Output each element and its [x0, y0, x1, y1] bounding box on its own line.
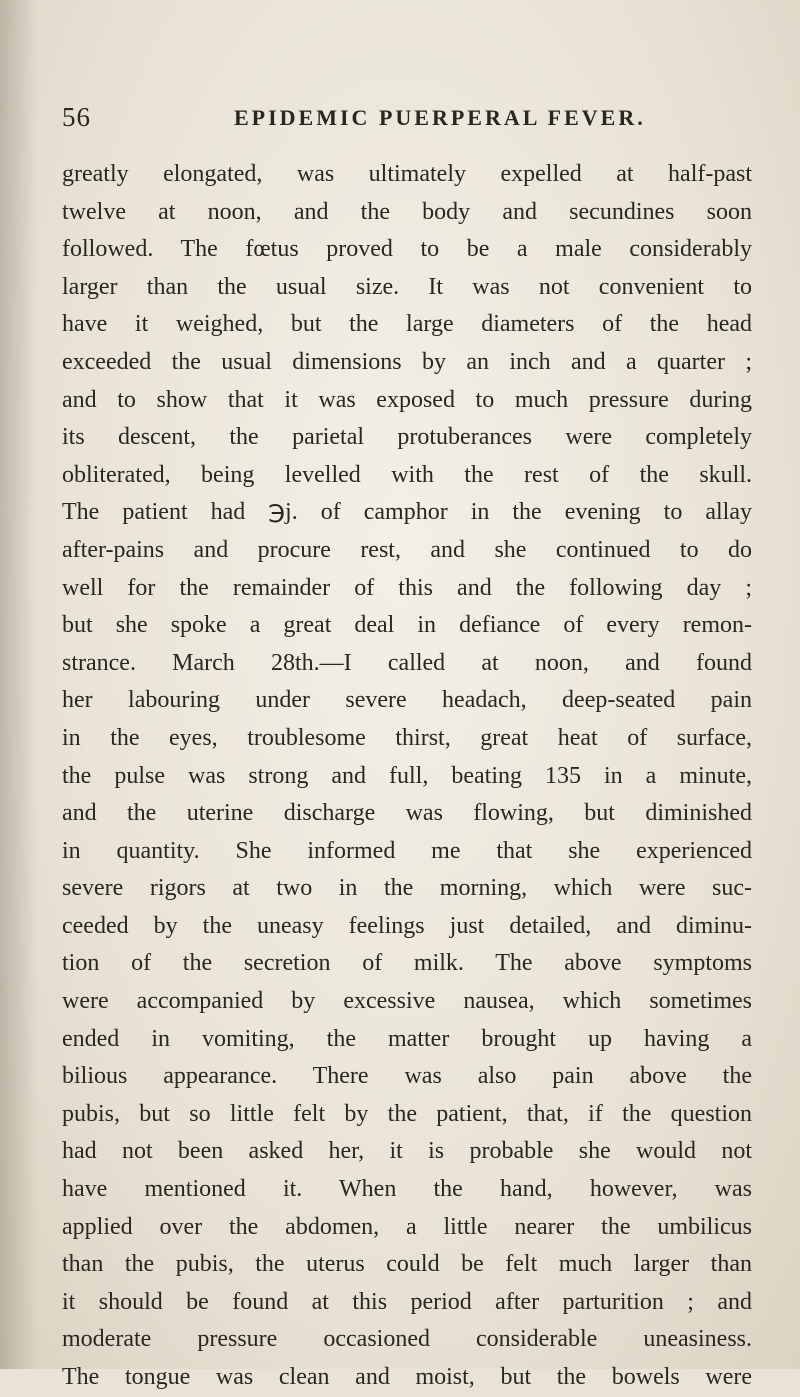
text-line: severe rigors at two in the morning, which were suc- — [62, 875, 752, 902]
text-line: had not been asked her, it is probable she would not — [62, 1138, 752, 1165]
text-line: followed. The fœtus proved to be a male considerably — [62, 236, 752, 263]
text-line: applied over the abdomen, a little nearer the umbilicus — [62, 1213, 752, 1240]
text-line: and the uterine discharge was flowing, but diminished — [62, 800, 752, 827]
text-line: greatly elongated, was ultimately expelled at half-past — [62, 161, 752, 187]
text-line: exceeded the usual dimensions by an inch and a quarter ; — [62, 348, 752, 375]
running-head — [62, 102, 762, 136]
text-line: have mentioned it. When the hand, however, was — [62, 1176, 752, 1203]
text-line: larger than the usual size. It was not convenient to — [62, 273, 752, 300]
text-line: have it weighed, but the large diameters of the head — [62, 311, 752, 338]
gutter-shadow — [0, 0, 38, 1369]
text-line: bilious appearance. There was also pain above the — [62, 1063, 752, 1090]
text-line: strance. March 28th.—I called at noon, and found — [62, 649, 752, 676]
text-line: than the pubis, the uterus could be felt much larger than — [62, 1251, 752, 1278]
text-line: The patient had ℈j. of camphor in the evening to allay — [62, 499, 752, 526]
text-line: its descent, the parietal protuberances were completely — [62, 424, 752, 451]
text-line: in the eyes, troublesome thirst, great heat of surface, — [62, 724, 752, 751]
text-line: the pulse was strong and full, beating 135 in a minute, — [62, 762, 752, 789]
text-line: pubis, but so little felt by the patient, that, if the question — [62, 1100, 752, 1127]
text-line: ceeded by the uneasy feelings just detailed, and diminu- — [62, 912, 752, 939]
text-line: it should be found at this period after parturition ; and — [62, 1288, 752, 1315]
text-line: were accompanied by excessive nausea, which sometimes — [62, 988, 752, 1015]
text-line: but she spoke a great deal in defiance of every remon- — [62, 612, 752, 639]
text-line: obliterated, being levelled with the rest of the skull. — [62, 461, 752, 488]
text-line: in quantity. She informed me that she experienced — [62, 837, 752, 864]
text-line: tion of the secretion of milk. The above symptoms — [62, 950, 752, 977]
text-line: and to show that it was exposed to much pressure during — [62, 386, 752, 413]
text-line: The tongue was clean and moist, but the bowels were — [62, 1364, 752, 1390]
page-number: 56 — [62, 102, 91, 132]
text-line: her labouring under severe headach, deep-seated pain — [62, 687, 752, 714]
running-title: EPIDEMIC PUERPERAL FEVER. — [234, 105, 646, 130]
text-line: ended in vomiting, the matter brought up having a — [62, 1025, 752, 1052]
text-line: twelve at noon, and the body and secundines soon — [62, 198, 752, 225]
body-text — [62, 156, 752, 1397]
text-line: moderate pressure occasioned considerable uneasiness. — [62, 1326, 752, 1353]
text-line: after-pains and procure rest, and she continued to do — [62, 536, 752, 563]
text-line: well for the remainder of this and the following day ; — [62, 574, 752, 601]
